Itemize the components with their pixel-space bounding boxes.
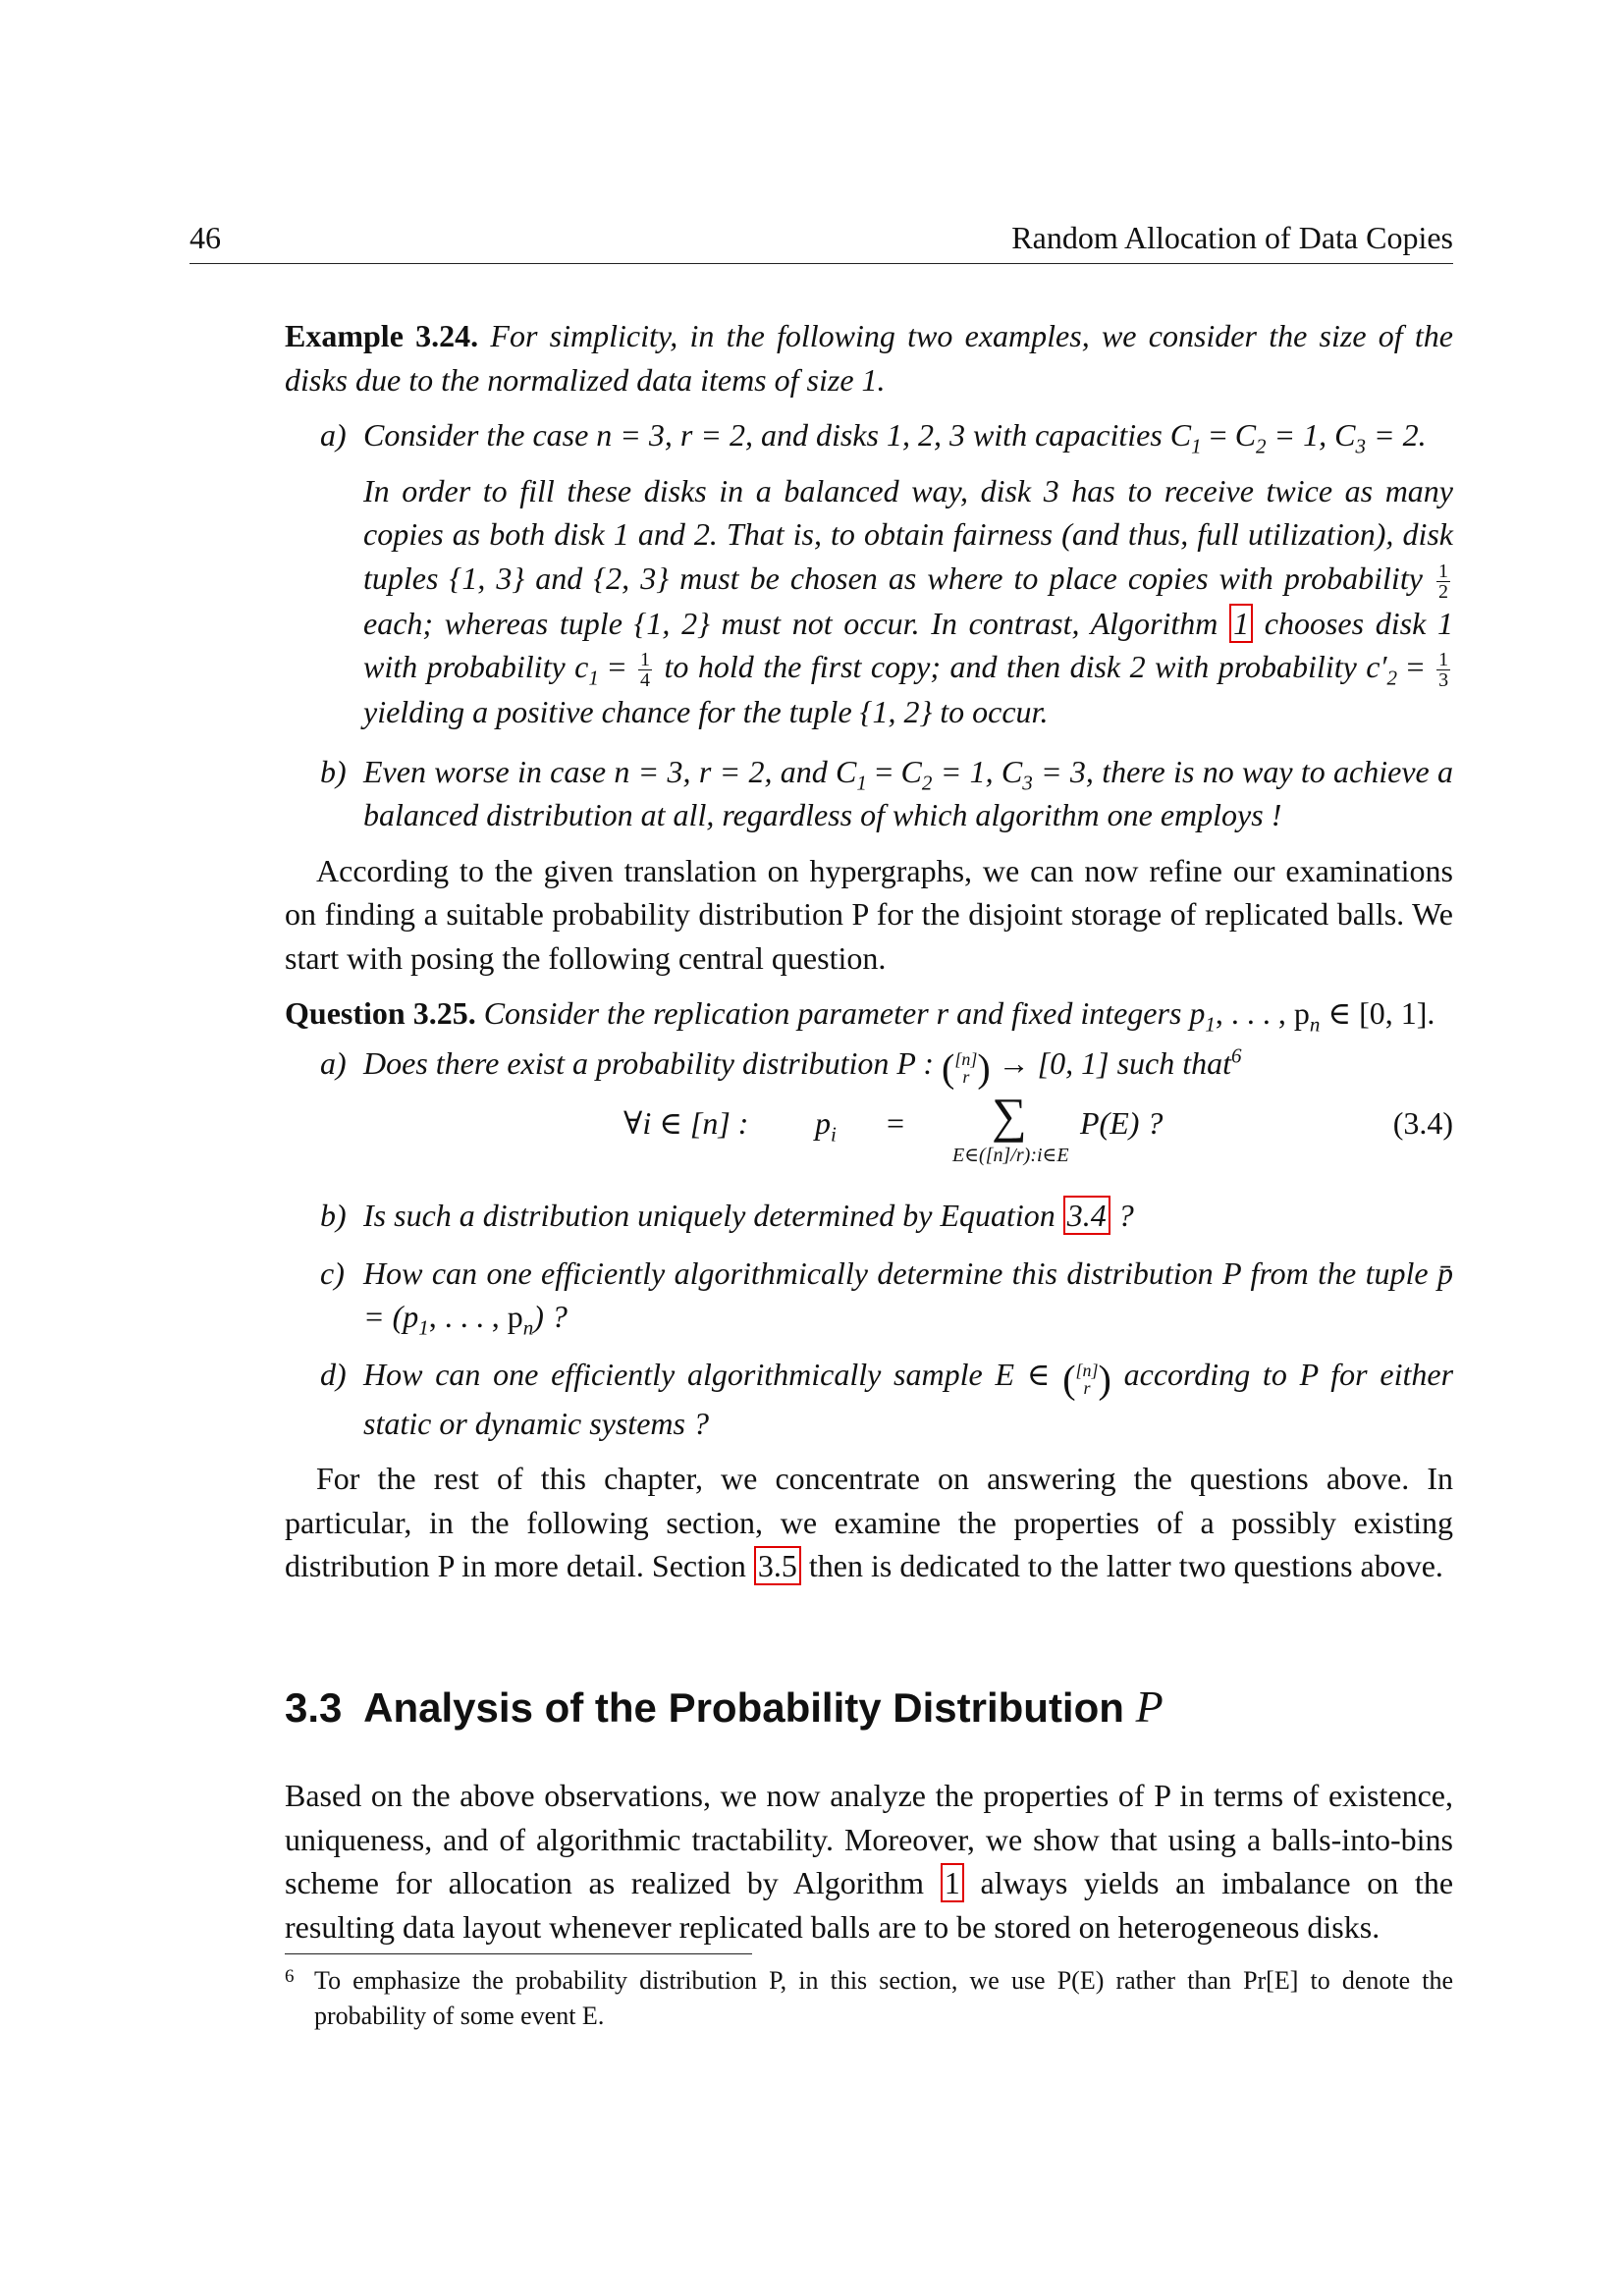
item-label-b: b) <box>320 753 347 789</box>
page-number: 46 <box>189 220 221 255</box>
ellipsis: , . . . , p <box>428 1299 523 1335</box>
equation-lhs: ∀i ∈ [n] : <box>623 1105 749 1142</box>
footnote-rule <box>285 1953 752 1954</box>
example-intro: For simplicity, in the following two examples, we consider the size of the disks due to the normalized data items of size 1. <box>285 318 1454 398</box>
footnote-mark: 6 <box>285 1966 295 1987</box>
question-item-b <box>285 1194 1453 1238</box>
question-a-text <box>363 1041 1453 1091</box>
question-b-part: Is such a distribution uniquely determined by Equation <box>363 1198 1056 1234</box>
example-label: Example 3.24. <box>285 318 479 353</box>
frac-num: 1 <box>1438 560 1449 582</box>
paragraph-translation <box>285 849 1453 981</box>
section-heading <box>285 1681 1164 1733</box>
question-intro: Consider the replication parameter r and fixed integers p <box>483 995 1206 1032</box>
paragraph-text: According to the given translation on hypergraphs, we can now refine our examinations on finding a suitable probability distribution P for the disjoint storage of replicated balls. We start with posing the following central question. <box>285 852 1453 976</box>
sub: i <box>831 1122 837 1147</box>
sub: 1 <box>588 666 599 690</box>
example-a-text: In order to fill these disks in a balanced way, disk 3 has to receive twice as many copies as both disk 1 and 2. That is, to obtain fairness (and thus, full utilization), disk tuples {1, 3} and {2, 3} must be chosen as where to place copies with probability <box>363 472 1453 596</box>
binom-bot: r <box>1015 1145 1024 1167</box>
sum-index-part: :i∈E <box>1030 1145 1069 1167</box>
question-b-text <box>363 1194 1453 1238</box>
item-label-b: b) <box>320 1198 347 1234</box>
equation-rhs: P(E) ? <box>1080 1105 1164 1142</box>
question-c-part: ) ? <box>533 1299 568 1335</box>
question-d-part: How can one efficiently algorithmically sample E ∈ <box>363 1356 1051 1392</box>
example-a-text: to hold the first copy; and then disk 2 with probability c′ <box>664 649 1387 685</box>
sub: 2 <box>921 771 933 795</box>
footnote-ref-6[interactable]: 6 <box>1231 1043 1242 1068</box>
example-a-text: Consider the case n = 3, r = 2, and disks 1, 2, 3 with capacities C <box>363 417 1192 453</box>
example-b-part: = 3, there is no way to achieve a balanced distribution at all, regardless of which algorithm one employs ! <box>363 753 1454 833</box>
paren: ) <box>977 1044 991 1090</box>
binom-top: [n] <box>954 1049 978 1070</box>
paragraph-text: Based on the above observations, we now analyze the properties of P in terms of existence, uniqueness, and of algorithmic tractability. Moreover, we show that using a balls-into-bins scheme for allocation as realized by Algorithm <box>285 1778 1453 1900</box>
sub: n <box>522 1315 534 1340</box>
equation-3-4 <box>285 1088 1453 1184</box>
paren: ) <box>1098 1357 1111 1402</box>
eq-sign: = <box>608 649 626 685</box>
question-a-part: → [0, 1] such that <box>998 1044 1231 1081</box>
section-ref-link[interactable]: 3.5 <box>754 1546 801 1585</box>
eq-sign: = <box>875 753 893 789</box>
question-item-d <box>285 1353 1453 1445</box>
question-d-part: according to P for either static or dynamic systems ? <box>363 1356 1454 1441</box>
section-title: Analysis of the Probability Distribution <box>363 1684 1124 1731</box>
equation-ref-link[interactable]: 3.4 <box>1063 1196 1110 1235</box>
question-3-25 <box>285 991 1453 1036</box>
question-item-a <box>285 1041 1453 1091</box>
frac-den: 4 <box>639 669 650 692</box>
paragraph-analysis <box>285 1774 1453 1949</box>
eq-sign: = <box>1209 417 1227 453</box>
frac-den: 2 <box>1438 580 1449 603</box>
example-a-text: = 1, C <box>1273 417 1356 453</box>
section-number: 3.3 <box>285 1684 343 1731</box>
paragraph-text: then is dedicated to the latter two questions above. <box>808 1548 1443 1584</box>
algorithm-ref-link[interactable]: 1 <box>941 1863 964 1902</box>
sum-index-part: E∈ <box>952 1145 980 1167</box>
frac-num: 1 <box>639 649 650 671</box>
example-a-text: = 2. <box>1373 417 1427 453</box>
item-label-c: c) <box>320 1255 345 1291</box>
binomial <box>942 1043 991 1091</box>
binom-stack <box>1076 1362 1099 1397</box>
example-item-a <box>285 413 1453 734</box>
sub: 1 <box>418 1315 429 1340</box>
paragraph-rest-of-chapter <box>285 1457 1453 1588</box>
sub: 2 <box>1256 434 1267 458</box>
frac-num: 1 <box>1438 649 1449 671</box>
footnote-6 <box>285 1963 1453 2034</box>
question-intro-end: ∈ [0, 1]. <box>1327 995 1435 1032</box>
question-item-c <box>285 1252 1453 1339</box>
fraction-half <box>1436 561 1450 602</box>
sub: 1 <box>856 771 867 795</box>
binom-bot: r <box>962 1067 970 1088</box>
equation-number: (3.4) <box>1392 1105 1453 1142</box>
binom-top: [n] <box>985 1145 1011 1167</box>
sub: 3 <box>1355 434 1366 458</box>
section-title-var: P <box>1135 1682 1164 1732</box>
equation-pi <box>815 1101 837 1146</box>
question-label: Question 3.25. <box>285 995 476 1032</box>
ellipsis: , . . . , p <box>1215 995 1310 1032</box>
sub: n <box>1309 1012 1321 1037</box>
paren: ( <box>1062 1357 1076 1402</box>
algorithm-ref-link[interactable]: 1 <box>1229 604 1253 643</box>
paragraph-text: always yields an imbalance on the resulting data layout whenever replicated balls are to be stored on heterogeneous disks. <box>285 1865 1454 1945</box>
example-b-part: Even worse in case n = 3, r = 2, and C <box>363 753 857 789</box>
example-a-line1: Consider the case n = 3, r = 2, and disks 1, 2, 3 with capacities $C_1 = C_2 = 1$, $C_3 = 2$. <box>363 417 1427 458</box>
example-item-b <box>285 750 1453 837</box>
fraction-third <box>1436 650 1450 690</box>
example-3-24 <box>285 314 1453 401</box>
binomial <box>1062 1355 1111 1402</box>
sum-index: E∈([n]/r):i∈E <box>952 1145 1069 1167</box>
sub: 1 <box>1205 1012 1216 1037</box>
example-a-text: chooses disk 1 with probability c <box>363 605 1453 685</box>
item-label-d: d) <box>320 1356 347 1392</box>
running-title: Random Allocation of Data Copies <box>1011 220 1453 255</box>
example-a-text: each; whereas tuple {1, 2} must not occur. In contrast, Algorithm <box>363 605 1218 641</box>
question-d-text <box>363 1353 1453 1445</box>
question-c-text <box>363 1252 1453 1339</box>
example-b-part: = 1, C <box>940 753 1023 789</box>
example-a-paragraph <box>363 469 1453 734</box>
running-header <box>189 214 1453 264</box>
binom-bot: r <box>1083 1378 1091 1399</box>
binom-top: [n] <box>1075 1361 1099 1381</box>
example-b-text: Even worse in case n = 3, r = 2, and $C_1 = C_2 = 1$, $C_3 = 3$, there is no way to achieve a balanced distribution at all, regardless of which algorithm one employs ! <box>363 753 1454 833</box>
question-b-part: ? <box>1117 1198 1134 1234</box>
eq-sign: = <box>1406 649 1425 685</box>
sub: 2 <box>1386 666 1398 690</box>
equation-equals: = <box>887 1105 905 1142</box>
sum-symbol: ∑ <box>992 1088 1027 1144</box>
paragraph-text: For the rest of this chapter, we concentrate on answering the questions above. In particular, in the following section, we examine the properties of a possibly existing distribution P in more detail. Section <box>285 1461 1453 1584</box>
pi-var: p <box>815 1105 831 1142</box>
frac-den: 3 <box>1438 669 1449 692</box>
example-a-text: yielding a positive chance for the tuple {1, 2} to occur. <box>363 694 1049 730</box>
fraction-quarter <box>638 650 652 690</box>
main-text <box>285 314 1453 1588</box>
question-c-part: How can one efficiently algorithmically determine this distribution P from the tuple p̄ = (p <box>363 1255 1453 1335</box>
paren: ( <box>941 1044 955 1090</box>
item-label-a: a) <box>320 1044 347 1081</box>
binom-stack <box>954 1050 977 1086</box>
item-label-a: a) <box>320 417 347 453</box>
sub: 1 <box>1191 434 1202 458</box>
question-a-part: Does there exist a probability distribution P : <box>363 1044 934 1081</box>
sub: 3 <box>1022 771 1033 795</box>
footnote-text: To emphasize the probability distribution P, in this section, we use P(E) rather than Pr[E] to denote the probability of some event E. <box>314 1966 1453 2030</box>
